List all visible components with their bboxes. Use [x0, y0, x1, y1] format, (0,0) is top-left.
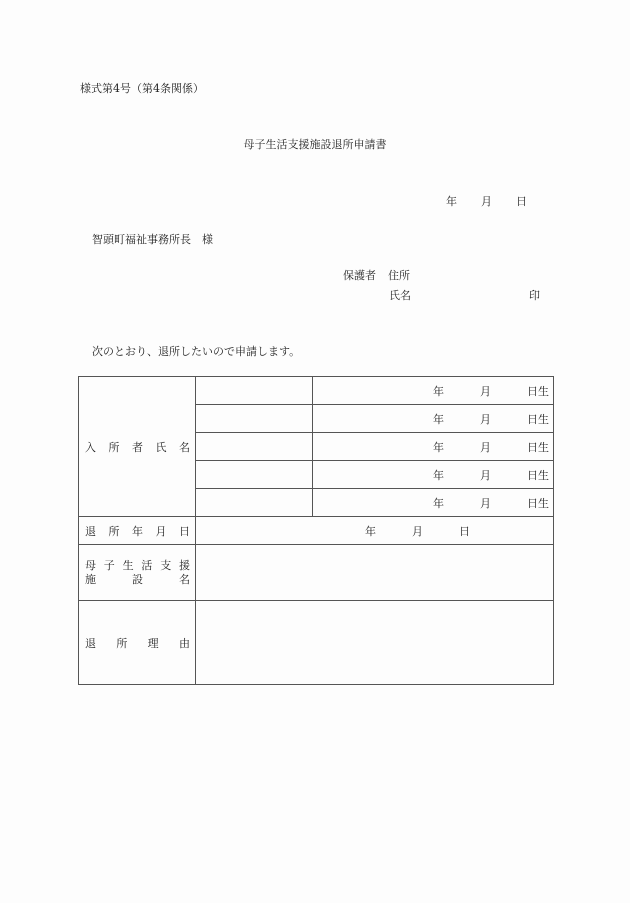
birthdate-field[interactable]: 年 月 日生	[313, 461, 554, 489]
exit-date-label: 退 所 年 月 日	[79, 517, 196, 545]
exit-date-field[interactable]: 年 月 日	[196, 517, 554, 545]
date-day-label: 日	[516, 195, 527, 208]
resident-name-field[interactable]	[196, 405, 313, 433]
table-row	[79, 377, 554, 405]
date-month-label: 月	[481, 195, 492, 208]
address-label: 住所	[388, 269, 410, 282]
seal-label: 印	[529, 289, 540, 302]
application-date	[446, 193, 527, 209]
date-year-label: 年	[446, 195, 457, 208]
exit-reason-field[interactable]	[196, 601, 554, 685]
form-number: 様式第4号（第4条関係）	[80, 82, 204, 95]
birthdate-field[interactable]: 年 月 日生	[313, 377, 554, 405]
resident-name-field[interactable]	[196, 489, 313, 517]
intro-text: 次のとおり、退所したいので申請します。	[92, 345, 301, 358]
table-row	[79, 545, 554, 601]
table-row	[79, 517, 554, 545]
birthdate-field[interactable]: 年 月 日生	[313, 405, 554, 433]
facility-name-field[interactable]	[196, 545, 554, 601]
addressee: 智頭町福祉事務所長 様	[92, 233, 213, 246]
birthdate-field[interactable]: 年 月 日生	[313, 433, 554, 461]
resident-name-field[interactable]	[196, 433, 313, 461]
resident-name-field[interactable]	[196, 377, 313, 405]
guardian-address-line	[343, 267, 410, 283]
resident-name-field[interactable]	[196, 461, 313, 489]
application-table	[78, 376, 554, 685]
document-title: 母子生活支援施設退所申請書	[243, 138, 387, 151]
guardian-label: 保護者	[343, 269, 376, 282]
birthdate-field[interactable]: 年 月 日生	[313, 489, 554, 517]
facility-name-label: 母 子 生 活 支 援 施 設 名	[79, 545, 196, 601]
exit-reason-label: 退 所 理 由	[79, 601, 196, 685]
resident-name-label: 入 所 者 氏 名	[79, 377, 196, 517]
table-row	[79, 601, 554, 685]
guardian-name-label: 氏名	[389, 289, 411, 302]
